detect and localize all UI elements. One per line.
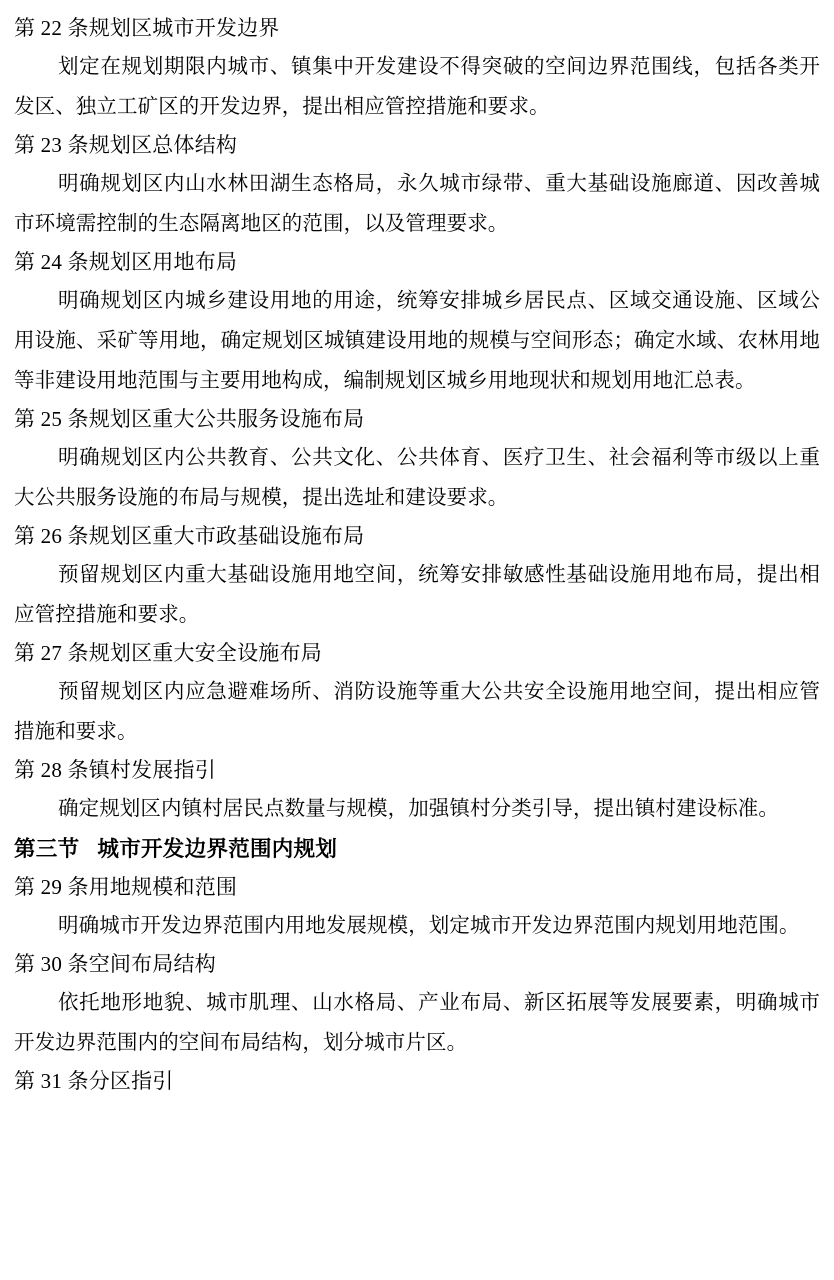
article-paragraph: 划定在规划期限内城市、镇集中开发建设不得突破的空间边界范围线，包括各类开发区、独立工矿区的开发边界，提出相应管控措施和要求。 xyxy=(14,56,820,118)
article-heading: 第 31 条分区指引 xyxy=(14,1069,174,1093)
article-paragraph: 依托地形地貌、城市肌理、山水格局、产业布局、新区拓展等发展要素，明确城市开发边界范围内的空间布局结构，划分城市片区。 xyxy=(14,992,820,1054)
article-paragraph: 明确规划区内山水林田湖生态格局，永久城市绿带、重大基础设施廊道、因改善城市环境需控制的生态隔离地区的范围，以及管理要求。 xyxy=(14,173,820,235)
article-heading: 第 28 条镇村发展指引 xyxy=(14,758,216,782)
article-heading: 第 23 条规划区总体结构 xyxy=(14,133,238,157)
document-block xyxy=(14,401,820,518)
article-heading: 第 24 条规划区用地布局 xyxy=(14,250,238,274)
article-heading: 第 30 条空间布局结构 xyxy=(14,952,216,976)
document-block xyxy=(14,829,820,869)
section-heading xyxy=(14,829,820,869)
section-label: 第三节 xyxy=(14,837,80,861)
document-body xyxy=(14,10,820,1100)
document-block xyxy=(14,946,820,1063)
document-block xyxy=(14,752,820,829)
article-heading: 第 25 条规划区重大公共服务设施布局 xyxy=(14,407,365,431)
document-block xyxy=(14,10,820,127)
section-title: 城市开发边界范围内规划 xyxy=(97,837,338,861)
article-paragraph: 确定规划区内镇村居民点数量与规模，加强镇村分类引导，提出镇村建设标准。 xyxy=(58,798,779,820)
article-paragraph: 明确规划区内城乡建设用地的用途，统筹安排城乡居民点、区域交通设施、区域公用设施、采矿等用地，确定规划区城镇建设用地的规模与空间形态；确定水域、农林用地等非建设用地范围与主要用地构成，编制规划区城乡用地现状和规划用地汇总表。 xyxy=(14,290,820,392)
article-heading: 第 27 条规划区重大安全设施布局 xyxy=(14,641,322,665)
document-block xyxy=(14,244,820,401)
article-paragraph: 明确规划区内公共教育、公共文化、公共体育、医疗卫生、社会福利等市级以上重大公共服务设施的布局与规模，提出选址和建设要求。 xyxy=(14,447,820,509)
article-paragraph: 明确城市开发边界范围内用地发展规模，划定城市开发边界范围内规划用地范围。 xyxy=(58,915,800,937)
article-heading: 第 29 条用地规模和范围 xyxy=(14,875,238,899)
document-block xyxy=(14,518,820,635)
document-block xyxy=(14,127,820,244)
article-paragraph: 预留规划区内重大基础设施用地空间，统筹安排敏感性基础设施用地布局，提出相应管控措施和要求。 xyxy=(14,564,820,626)
article-heading: 第 22 条规划区城市开发边界 xyxy=(14,16,280,40)
article-paragraph: 预留规划区内应急避难场所、消防设施等重大公共安全设施用地空间，提出相应管措施和要求。 xyxy=(14,681,820,743)
document-block xyxy=(14,869,820,946)
document-block xyxy=(14,635,820,752)
document-block xyxy=(14,1063,820,1100)
article-heading: 第 26 条规划区重大市政基础设施布局 xyxy=(14,524,365,548)
